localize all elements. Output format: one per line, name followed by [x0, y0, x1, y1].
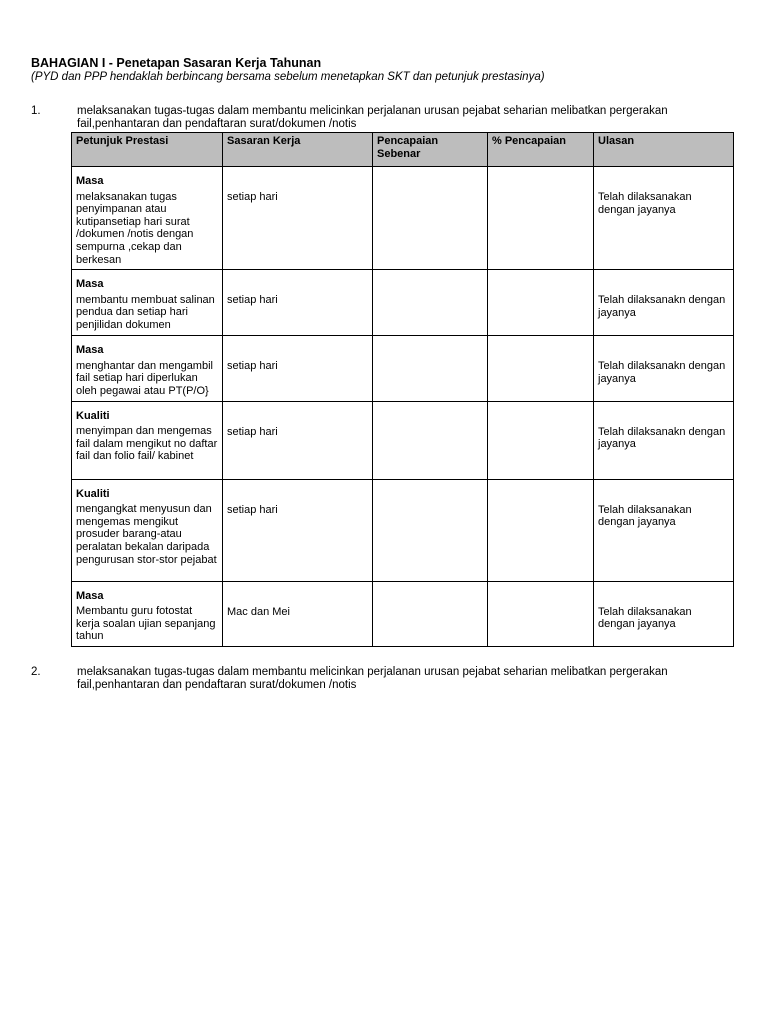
indicator-text: membantu membuat salinan pendua dan setiap hari penjilidan dokumen — [76, 293, 215, 331]
target-cell — [223, 167, 373, 270]
indicator-text: Membantu guru fotostat kerja soalan ujian sepanjang tahun — [76, 605, 216, 643]
indicator-cell — [72, 479, 223, 581]
remarks-text: Telah dilaksanakan dengan jayanya — [598, 191, 692, 216]
item-number: 1. — [31, 105, 41, 117]
remarks-cell — [594, 336, 734, 401]
indicator-cell — [72, 581, 223, 646]
indicator-cell — [72, 336, 223, 401]
remarks-cell — [594, 270, 734, 336]
category-label: Masa — [76, 344, 104, 357]
table-row — [72, 270, 734, 336]
target-cell — [223, 336, 373, 401]
target-cell — [223, 479, 373, 581]
indicator-text: melaksanakan tugas penyimpanan atau kutipansetiap hari surat /dokumen /notis dengan sempurna ,cekap dan berkesan — [76, 190, 194, 266]
percent-cell — [488, 401, 594, 479]
remarks-cell — [594, 581, 734, 646]
percent-cell — [488, 336, 594, 401]
remarks-text: Telah dilaksanakn dengan jayanya — [598, 360, 726, 385]
target-text: setiap hari — [227, 191, 278, 203]
table-row — [72, 401, 734, 479]
column-header-pencapaian-sebenar: Pencapaian Sebenar — [373, 133, 488, 167]
table-header-row — [72, 133, 734, 167]
indicator-text: menghantar dan mengambil fail setiap hari diperlukan oleh pegawai atau PT(P/O} — [76, 359, 213, 397]
target-text: setiap hari — [227, 360, 278, 373]
remarks-cell — [594, 401, 734, 479]
column-header-peratus-pencapaian: % Pencapaian — [488, 133, 594, 167]
column-header-ulasan: Ulasan — [594, 133, 734, 167]
target-cell — [223, 581, 373, 646]
column-header-sasaran-kerja: Sasaran Kerja — [223, 133, 373, 167]
actual-cell — [373, 479, 488, 581]
percent-cell — [488, 167, 594, 270]
target-text: setiap hari — [227, 294, 278, 307]
item-description: melaksanakan tugas-tugas dalam membantu melicinkan perjalanan urusan pejabat seharian melibatkan pergerakan fail,penhantaran dan pendaftaran surat/dokumen /notis — [77, 666, 668, 691]
target-text: Mac dan Mei — [227, 605, 290, 618]
remarks-text: Telah dilaksanakan dengan jayanya — [598, 605, 692, 631]
actual-cell — [373, 401, 488, 479]
remarks-text: Telah dilaksanakan dengan jayanya — [598, 503, 692, 529]
actual-cell — [373, 581, 488, 646]
indicator-cell — [72, 401, 223, 479]
actual-cell — [373, 270, 488, 336]
indicator-text: mengangkat menyusun dan mengemas mengikut prosuder barang-atau peralatan bekalan daripada pengurusan stor-stor pejabat — [76, 503, 217, 566]
column-header-petunjuk-prestasi: Petunjuk Prestasi — [72, 133, 223, 167]
actual-cell — [373, 167, 488, 270]
table-row — [72, 167, 734, 270]
indicator-cell — [72, 167, 223, 270]
category-label: Masa — [76, 278, 104, 291]
category-label: Kualiti — [76, 409, 110, 422]
actual-cell — [373, 336, 488, 401]
indicator-cell — [72, 270, 223, 336]
table-row — [72, 479, 734, 581]
section-subtitle: (PYD dan PPP hendaklah berbincang bersama sebelum menetapkan SKT dan petunjuk prestasinya) — [31, 71, 545, 83]
remarks-cell — [594, 167, 734, 270]
percent-cell — [488, 479, 594, 581]
item-description: melaksanakan tugas-tugas dalam membantu melicinkan perjalanan urusan pejabat seharian melibatkan pergerakan fail,penhantaran dan pendaftaran surat/dokumen /notis — [77, 105, 668, 130]
section-title: BAHAGIAN I - Penetapan Sasaran Kerja Tahunan — [31, 56, 322, 70]
remarks-text: Telah dilaksanakn dengan jayanya — [598, 425, 726, 451]
target-text: setiap hari — [227, 425, 278, 438]
table-row — [72, 581, 734, 646]
category-label: Masa — [76, 175, 104, 187]
item-number: 2. — [31, 666, 41, 678]
percent-cell — [488, 270, 594, 336]
remarks-text: Telah dilaksanakn dengan jayanya — [598, 294, 726, 319]
remarks-cell — [594, 479, 734, 581]
target-text: setiap hari — [227, 503, 278, 516]
percent-cell — [488, 581, 594, 646]
target-cell — [223, 270, 373, 336]
category-label: Masa — [76, 589, 104, 602]
performance-table — [71, 132, 734, 647]
target-cell — [223, 401, 373, 479]
category-label: Kualiti — [76, 487, 110, 500]
indicator-text: menyimpan dan mengemas fail dalam mengikut no daftar fail dan folio fail/ kabinet — [76, 425, 218, 463]
table-row — [72, 336, 734, 401]
